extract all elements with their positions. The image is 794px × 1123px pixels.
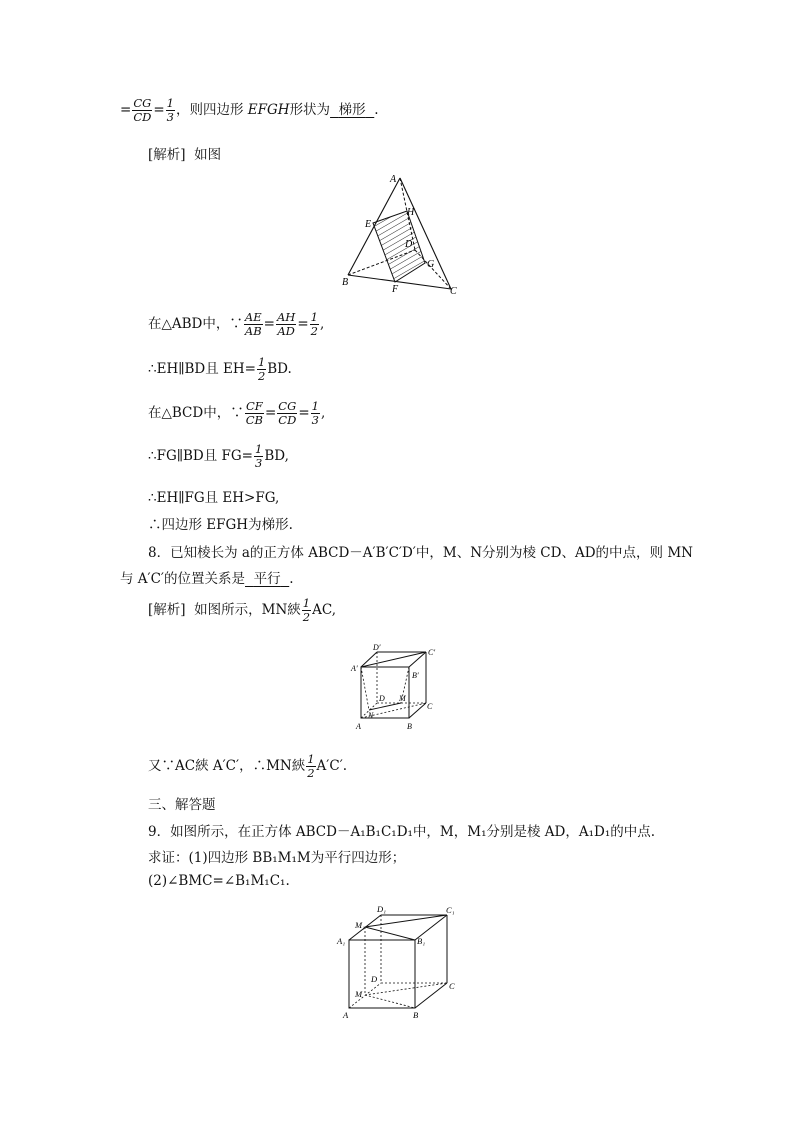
label-a: A bbox=[390, 174, 397, 185]
question-8-line-1: 8．已知棱长为 a的正方体 ABCD－A′B′C′D′中，M、N分别为棱 CD、AD的中点，则 MN bbox=[148, 545, 693, 561]
step-2: ∴EH∥BD且 EH= $\frac{1}{2}$ BD. bbox=[148, 355, 292, 383]
answer-blank-1: 梯形 bbox=[338, 102, 366, 118]
question-8-line-2: 与 A′C′的位置关系是 平行 . bbox=[120, 571, 294, 587]
step-5: ∴EH∥FG且 EH>FG, bbox=[148, 490, 280, 506]
analysis-1: [解析] 如图 bbox=[148, 147, 222, 163]
svg-text:D: D bbox=[405, 239, 413, 250]
svg-text:H: H bbox=[407, 207, 415, 218]
fraction-cg-cd: $\frac{CG}{CD}$ bbox=[133, 96, 152, 124]
svg-text:C: C bbox=[450, 286, 457, 297]
svg-text:M₁: M₁ bbox=[355, 920, 366, 930]
svg-text:G: G bbox=[427, 259, 435, 270]
step-3: 在△BCD中，∵ $\frac{CF}{CB}$ = $\frac{CG}{CD}$ = $\frac{1}{3}$ , bbox=[148, 399, 326, 427]
svg-text:B: B bbox=[342, 277, 349, 288]
svg-text:A: A bbox=[343, 1010, 349, 1020]
svg-text:A₁: A₁ bbox=[337, 936, 346, 946]
svg-text:B: B bbox=[413, 1010, 419, 1020]
line-1: = $\frac{CG}{CD}$ = $\frac{1}{3}$ ，则四边形 EFGH形状为 梯形 . bbox=[120, 96, 379, 124]
svg-text:D₁: D₁ bbox=[377, 904, 387, 914]
analysis-2: [解析] 如图所示，MN綊 $\frac{1}{2}$ AC, bbox=[148, 596, 336, 624]
step-4: ∴FG∥BD且 FG= $\frac{1}{3}$ BD, bbox=[148, 442, 289, 470]
svg-text:C: C bbox=[449, 981, 455, 991]
section-3-heading: 三、解答题 bbox=[148, 797, 216, 813]
question-9-line-2: 求证：(1)四边形 BB₁M₁M为平行四边形； bbox=[148, 850, 406, 866]
svg-text:D: D bbox=[379, 694, 385, 703]
svg-text:B′: B′ bbox=[412, 671, 419, 680]
svg-text:A′: A′ bbox=[351, 664, 358, 673]
svg-text:C′: C′ bbox=[428, 648, 436, 657]
step-1: 在△ABD中，∵ $\frac{AE}{AB}$ = $\frac{AH}{AD}$ = $\frac{1}{2}$ , bbox=[148, 310, 325, 338]
svg-text:N: N bbox=[368, 711, 374, 720]
svg-text:E: E bbox=[365, 219, 372, 230]
question-9-line-3: (2)∠BMC=∠B₁M₁C₁. bbox=[148, 873, 290, 889]
svg-text:B: B bbox=[407, 722, 412, 731]
svg-text:A: A bbox=[356, 722, 361, 731]
cube-figure-mn bbox=[349, 640, 449, 735]
svg-text:M: M bbox=[355, 989, 363, 999]
svg-text:D: D bbox=[371, 974, 378, 984]
tetrahedron-figure bbox=[338, 172, 468, 297]
fraction-one-third: $\frac{1}{3}$ bbox=[166, 96, 174, 124]
question-9-line-1: 9．如图所示，在正方体 ABCD－A₁B₁C₁D₁中，M，M₁分别是棱 AD，A₁D₁的中点. bbox=[148, 824, 656, 840]
svg-text:D′: D′ bbox=[373, 643, 381, 652]
cube-figure-m-m1 bbox=[333, 902, 463, 1022]
step-6: ∴四边形 EFGH为梯形. bbox=[148, 517, 293, 533]
step-7: 又∵AC綊 A′C′，∴MN綊 $\frac{1}{2}$ A′C′. bbox=[148, 752, 348, 780]
svg-text:M: M bbox=[399, 694, 406, 703]
svg-text:B₁: B₁ bbox=[417, 936, 426, 946]
svg-text:F: F bbox=[392, 284, 399, 295]
svg-text:C₁: C₁ bbox=[446, 905, 455, 915]
svg-text:C: C bbox=[427, 702, 433, 711]
answer-blank-2: 平行 bbox=[253, 571, 281, 587]
